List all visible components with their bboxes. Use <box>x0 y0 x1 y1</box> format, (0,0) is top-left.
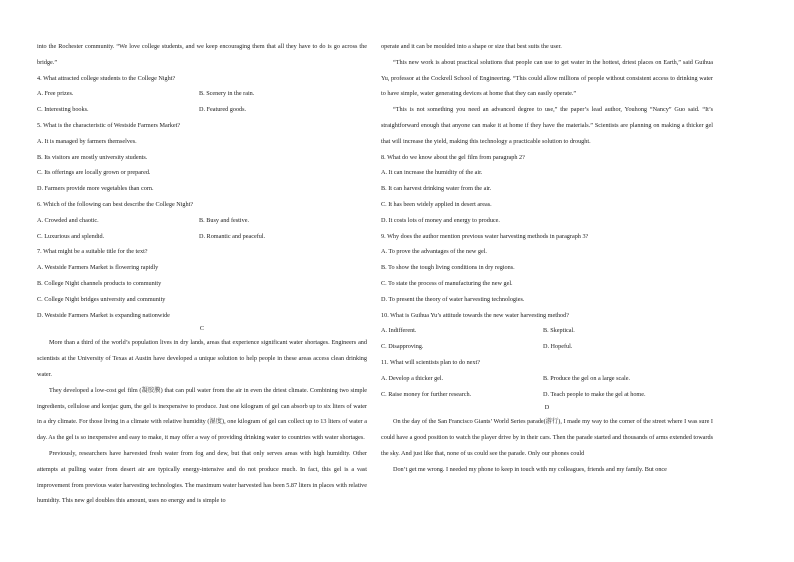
intro-line: into the Rochester community. “We love college students, and we keep encouraging them that all they have to do is <box>37 43 332 50</box>
question-10-stem: 10. What is Guihua Yu’s attitude towards the new water harvesting method? <box>381 311 569 319</box>
option-d: D. Teach people to make the gel at home. <box>543 390 646 398</box>
option-a: A. Westside Farmers Market is flowering rapidly <box>37 264 159 272</box>
option-c: C. Disapproving. <box>381 343 424 351</box>
question-6-options-row-2 <box>37 229 367 245</box>
option-d: D. It costs lots of money and energy to produce. <box>381 216 500 224</box>
passage-c-paragraph-5: “This is not something you need an advanced degree to use,” the paper’s lead author, Youhong “Nancy” Guo said. “It’s straightforward enough that anyone can make it at home if they have the materials.” Scientists are planning on making a thicker gel that will increase the yield, making this technology a practicable solution to drought. <box>381 106 713 145</box>
question-4-options-row-2 <box>37 102 367 118</box>
option-c: C. Luxurious and splendid. <box>37 232 105 240</box>
option-a: A. To prove the advantages of the new gel. <box>381 248 487 256</box>
option-a: A. It is managed by farmers themselves. <box>37 137 137 145</box>
question-6-stem: 6. Which of the following can best describe the College Night? <box>37 200 194 208</box>
intro-line: go across the bridge.” <box>37 43 367 66</box>
option-b: B. It can harvest drinking water from the air. <box>381 185 492 193</box>
option-b: B. College Night channels products to community <box>37 279 162 287</box>
question-5-stem: 5. What is the characteristic of Westside Farmers Market? <box>37 121 181 129</box>
passage-c-paragraph-4: “This new work is about practical solutions that people can use to get water in the hottest, driest places on Earth,” said Guihua Yu, professor at the Cockrell School of Engineering. “This could allow millions of people without consistent access to drinking water to have simple, water generating devices at home that they can easily operate.” <box>381 58 713 98</box>
option-d: D. Hopeful. <box>543 343 573 351</box>
option-b: B. Skeptical. <box>543 327 575 335</box>
section-label-d: D <box>544 404 550 412</box>
question-6-options-row-1 <box>37 213 367 229</box>
left-column <box>37 39 367 509</box>
question-9-stem: 9. Why does the author mention previous water harvesting methods in paragraph 3? <box>381 232 589 240</box>
option-b: B. Scenery in the rain. <box>199 90 255 98</box>
option-d: D. Romantic and peaceful. <box>199 232 266 240</box>
option-d: D. Westside Farmers Market is expanding nationwide <box>37 311 170 319</box>
question-4-options-row-1 <box>37 86 367 102</box>
question-11-options-row-1 <box>381 371 713 387</box>
passage-c-paragraph-3: Previously, researchers have harvested fresh water from fog and dew, but that only serves areas with high humidity. Other attempts at pulling water from desert air are typically energy-intensive and do not produce much. In fact, this gel is a vast improvement from previous water harvesting technologies. The maximum water harvested has been 5.87 liters in places with relative humidity. This new gel doubles this amount, uses no energy and is simple to <box>37 449 367 505</box>
question-10-options-row-1 <box>381 323 713 339</box>
option-b: B. Produce the gel on a large scale. <box>543 374 630 382</box>
option-b: B. Its visitors are mostly university students. <box>37 153 148 161</box>
right-column <box>381 39 713 478</box>
option-a: A. Indifferent. <box>381 327 417 335</box>
option-c: C. Its offerings are locally grown or prepared. <box>37 169 151 177</box>
option-c: C. Interesting books. <box>37 106 89 114</box>
question-4-stem: 4. What attracted college students to the College Night? <box>37 74 176 82</box>
option-d: D. Farmers provide more vegetables than corn. <box>37 185 154 193</box>
option-d: D. To present the theory of water harvesting technologies. <box>381 295 525 303</box>
passage-d-paragraph-2: Don’t get me wrong. I needed my phone to keep in touch with my colleagues, friends and my family. But once <box>393 465 667 473</box>
passage-d-paragraph-1: On the day of the San Francisco Giants’ World Series parade(游行), I made my way to the corner of the street where I was sure I could have a good position to watch the player drive by in their cars. Then the parade started and thousands of arms extended towards the sky. And just like that, none of us could see the parade. Only our phones could <box>381 418 713 457</box>
option-b: B. To show the tough living conditions in dry regions. <box>381 264 515 272</box>
question-7-stem: 7. What might be a suitable title for the text? <box>37 248 148 256</box>
option-d: D. Featured goods. <box>199 106 247 114</box>
intro-passage-end <box>37 39 367 71</box>
option-a: A. Develop a thicker gel. <box>381 374 444 382</box>
question-8-stem: 8. What do we know about the gel film from paragraph 2? <box>381 153 525 161</box>
option-a: A. It can increase the humidity of the air. <box>381 169 483 177</box>
option-c: C. It has been widely applied in desert areas. <box>381 200 492 208</box>
option-c: C. To state the process of manufacturing the new gel. <box>381 279 513 287</box>
passage-c-continuation: operate and it can be moulded into a shape or size that best suits the user. <box>381 43 562 50</box>
option-b: B. Busy and festive. <box>199 216 250 224</box>
option-c: C. College Night bridges university and community <box>37 295 166 303</box>
passage-c-paragraph-1: More than a third of the world’s population lives in dry lands, areas that experience significant water shortages. Engineers and scientists at the University of Texas at Austin have developed a unique solution to help people in these areas access clean drinking water. <box>37 339 367 378</box>
passage-c-paragraph-2: They developed a low-cost gel film (凝胶膜) that can pull water from the air in even the driest climate. Combining two simple ingredients, cellulose and konjac gum, the gel is inexpensive to produce. Just one kilogram of gel can absorb up to six liters of water in a dry climate. For those living in a climate with relative humidity (湿度), one kilogram of gel can collect up to 13 liters of water a day. As the gel is so inexpensive and easy to make, it may offer a way of providing drinking water to countries with water shortages. <box>37 386 367 442</box>
question-10-options-row-2 <box>381 339 713 355</box>
option-c: C. Raise money for further research. <box>381 390 472 398</box>
section-label-c: C <box>199 325 205 333</box>
question-11-stem: 11. What will scientists plan to do next? <box>381 358 480 366</box>
question-11-options-row-2 <box>381 387 713 403</box>
option-a: A. Crowded and chaotic. <box>37 216 99 224</box>
option-a: A. Free prizes. <box>37 90 74 98</box>
